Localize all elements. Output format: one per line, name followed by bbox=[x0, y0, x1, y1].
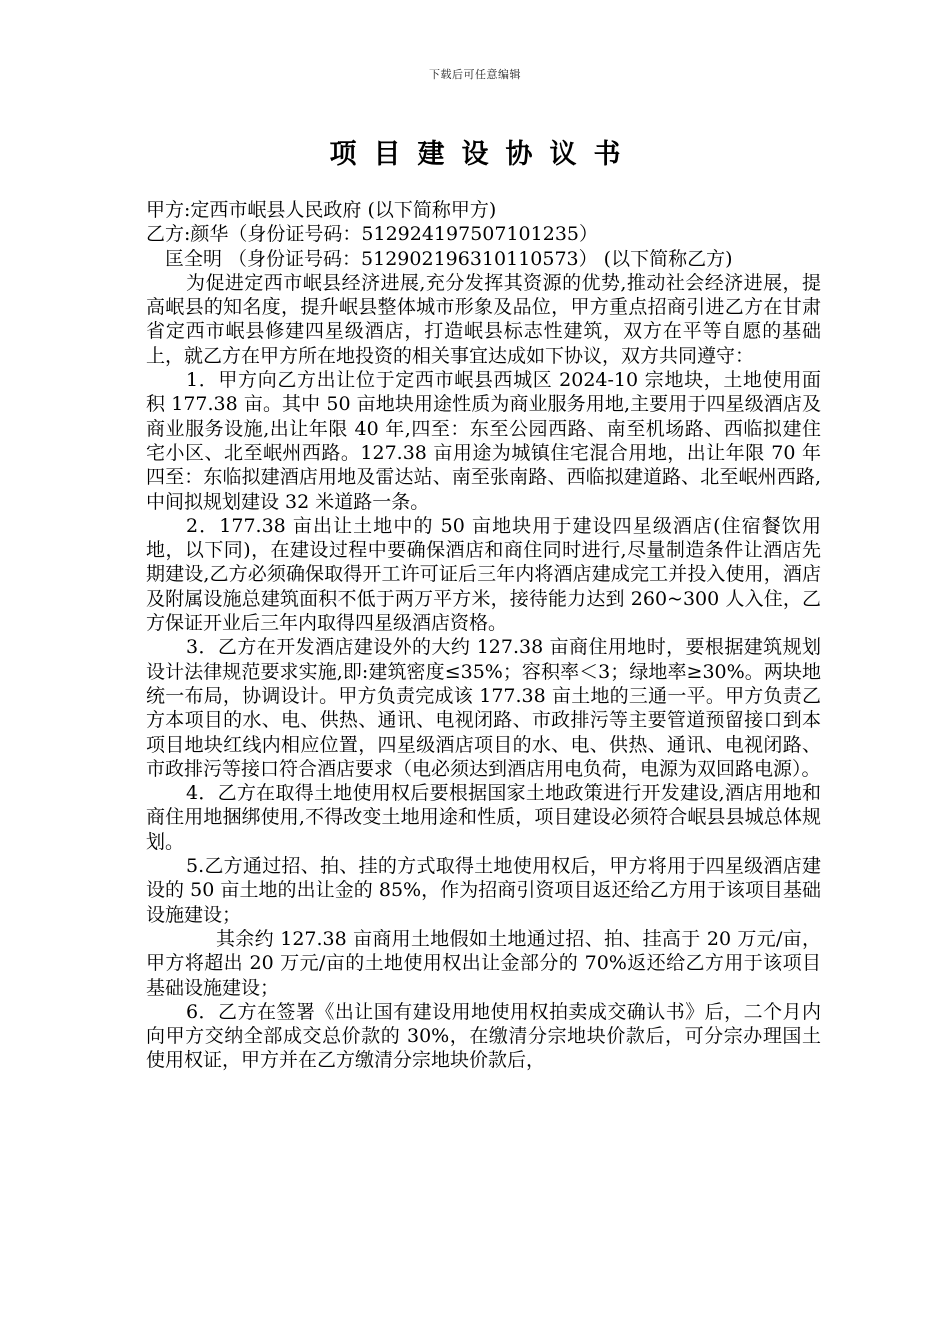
clause-1-paragraph: 1．甲方向乙方出让位于定西市岷县西城区 2024-10 宗地块，土地使用面积 177.38 亩。其中 50 亩地块用途性质为商业服务用地,主要用于四星级酒店及商业服务设施,出让年限 40 年,四至：东至公园西路、南至机场路、西临拟建住宅小区、北至岷州西路。127.38 亩用途为城镇住宅混合用地，出让年限 70 年四至：东临拟建酒店用地及雷达站、南至张南路、西临拟建道路、北至岷州西路,中间拟规划建设 32 米道路一条。 bbox=[146, 369, 821, 513]
clause-4-paragraph: 4．乙方在取得土地使用权后要根据国家土地政策进行开发建设,酒店用地和商住用地捆绑使用,不得改变土地用途和性质，项目建设必须符合岷县县城总体规划。 bbox=[146, 782, 821, 853]
clause-5-extra-paragraph: 其余约 127.38 亩商用土地假如土地通过招、拍、挂高于 20 万元/亩，甲方将超出 20 万元/亩的土地使用权出让金部分的 70%返还给乙方用于该项目基础设施建设； bbox=[146, 927, 821, 999]
header-note: 下载后可任意编辑 bbox=[429, 68, 521, 81]
party-a-line: 甲方:定西市岷县人民政府 (以下简称甲方) bbox=[146, 199, 497, 221]
clause-5-paragraph: 5.乙方通过招、拍、挂的方式取得土地使用权后，甲方将用于四星级酒店建设的 50 亩土地的出让金的 85%，作为招商引资项目返还给乙方用于该项目基础设施建设； bbox=[146, 855, 821, 926]
party-b-line-2: 匡全明 （身份证号码：512902196310110573） (以下简称乙方) bbox=[165, 247, 733, 270]
party-b-line-1: 乙方:颜华（身份证号码：512924197507101235） bbox=[146, 223, 598, 246]
clause-3-paragraph: 3．乙方在开发酒店建设外的大约 127.38 亩商住用地时，要根据建筑规划设计法律规范要求实施,即:建筑密度≤35%；容积率＜3；绿地率≥30%。两块地统一布局，协调设计。甲方负责完成该 177.38 亩土地的三通一平。甲方负责乙方本项目的水、电、供热、通讯、电视闭路、市政排污等主要管道预留接口到本项目地块红线内相应位置，四星级酒店项目的水、电、供热、通讯、电视闭路、市政排污等接口符合酒店要求（电必须达到酒店用电负荷，电源为双回路电源）。 bbox=[146, 636, 821, 780]
clause-2-paragraph: 2．177.38 亩出让土地中的 50 亩地块用于建设四星级酒店(住宿餐饮用地，以下同)，在建设过程中要确保酒店和商住同时进行,尽量制造条件让酒店先期建设,乙方必须确保取得开工许可证后三年内将酒店建成完工并投入使用，酒店及附属设施总建筑面积不低于两万平方米，接待能力达到 260~300 人入住，乙方保证开业后三年内取得四星级酒店资格。 bbox=[146, 514, 821, 635]
preamble-paragraph: 为促进定西市岷县经济进展,充分发挥其资源的优势,推动社会经济进展，提高岷县的知名度，提升岷县整体城市形象及品位，甲方重点招商引进乙方在甘肃省定西市岷县修建四星级酒店，打造岷县标志性建筑，双方在平等自愿的基础上，就乙方在甲方所在地投资的相关事宜达成如下协议，双方共同遵守： bbox=[146, 271, 821, 367]
document-title: 项目建设协议书 bbox=[329, 139, 638, 170]
clause-6-paragraph: 6．乙方在签署《出让国有建设用地使用权拍卖成交确认书》后，二个月内向甲方交纳全部成交总价款的 30%，在缴清分宗地块价款后，可分宗办理国土使用权证，甲方并在乙方缴清分宗地块价款后， bbox=[146, 1000, 821, 1072]
document-body bbox=[146, 198, 821, 1073]
